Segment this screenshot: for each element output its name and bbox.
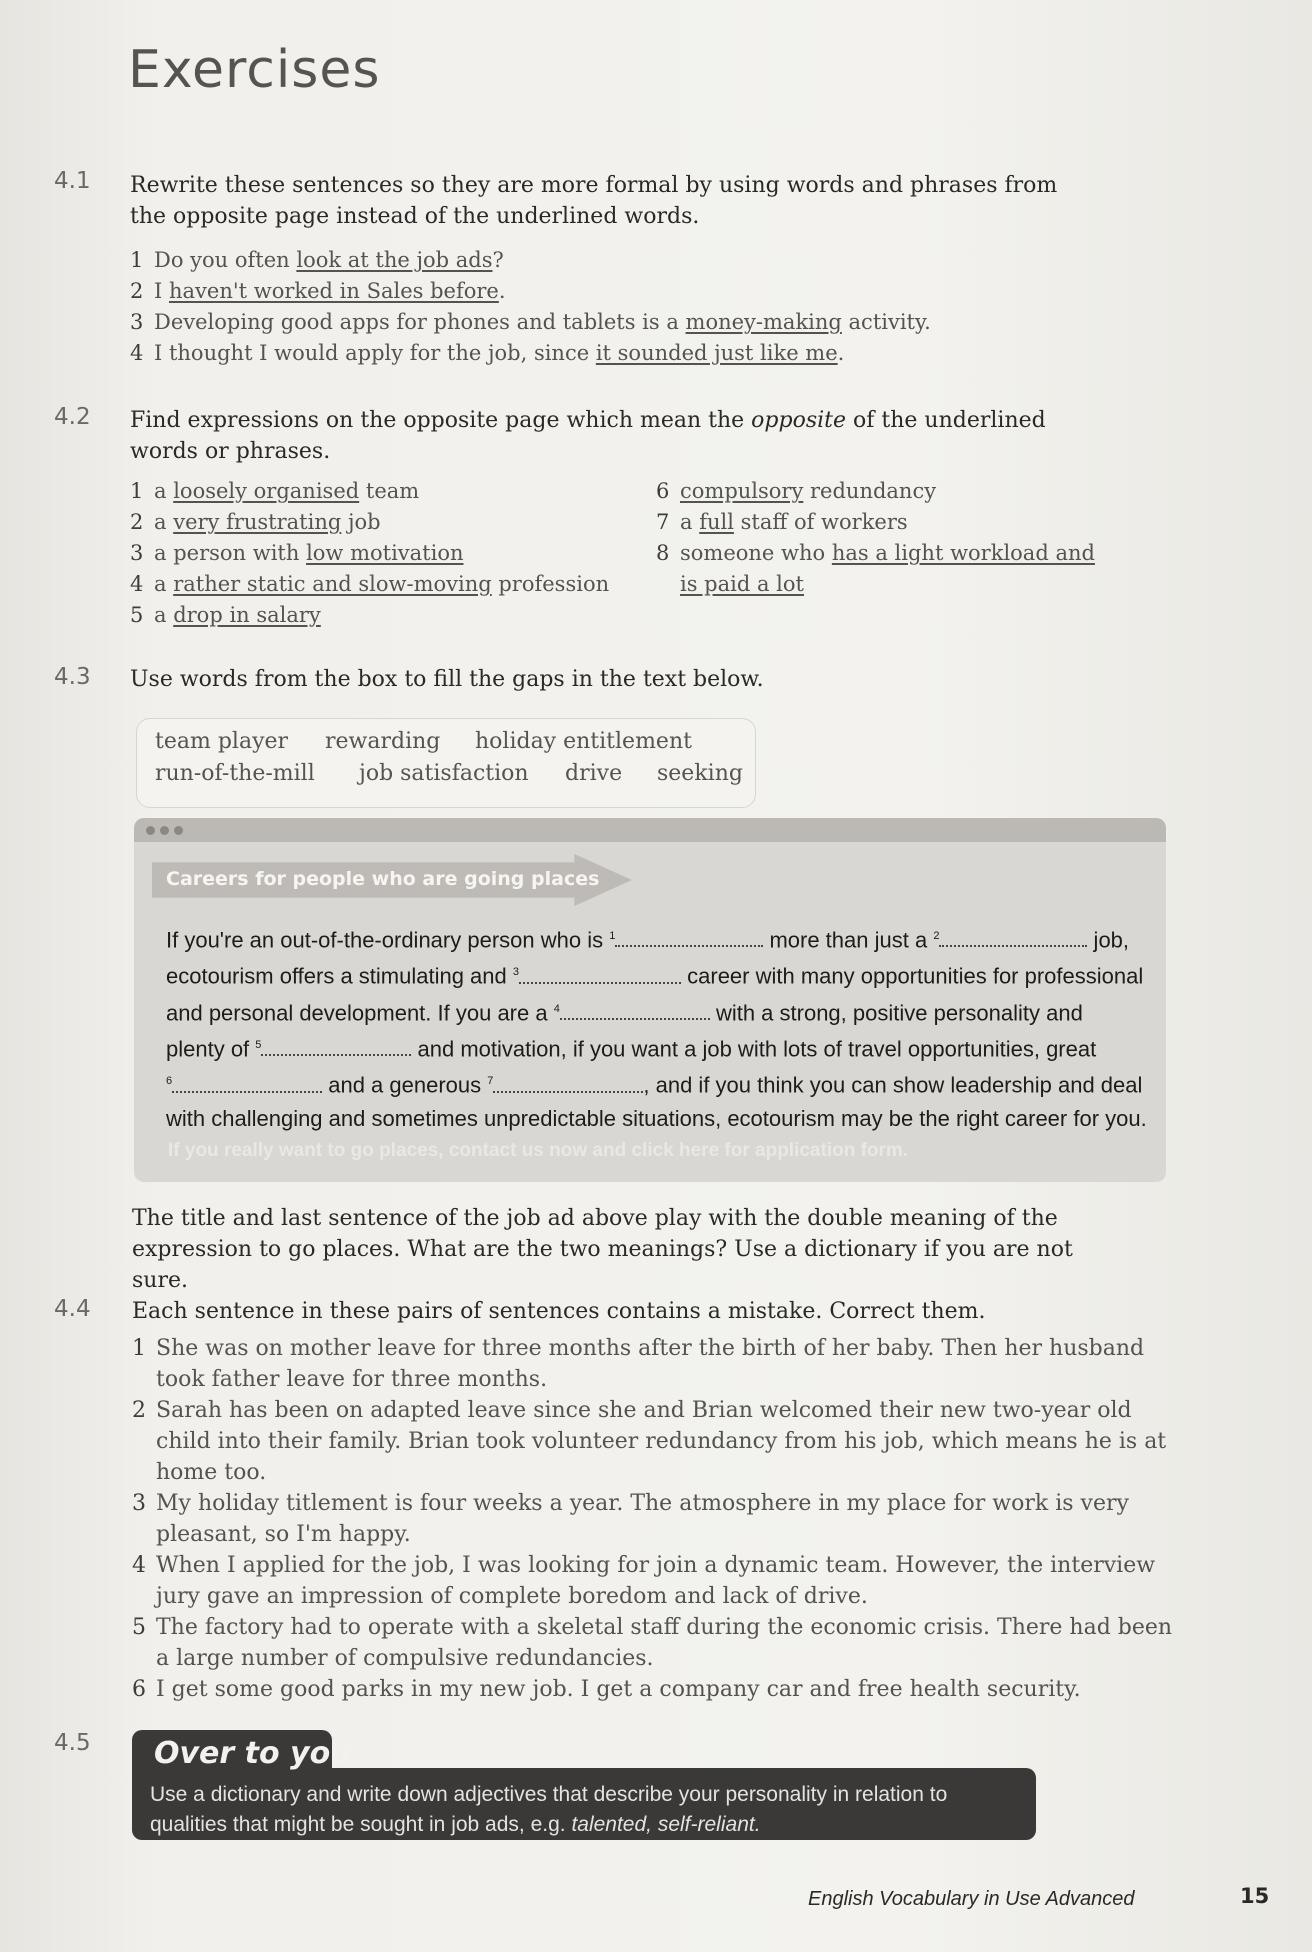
gap-3[interactable] <box>519 962 681 984</box>
list-item: 1 Do you often look at the job ads? <box>130 248 504 272</box>
browser-title-bar <box>134 818 1166 842</box>
word-box-item: job satisfaction <box>359 761 529 786</box>
exercise-4-2-list-left <box>130 476 609 631</box>
page-title: Exercises <box>128 40 381 100</box>
list-item: 4 I thought I would apply for the job, since it sounded just like me. <box>130 341 845 365</box>
gap-5[interactable] <box>261 1034 411 1056</box>
list-item: 1 a loosely organised team <box>130 479 420 503</box>
exercise-4-4-list <box>132 1333 1192 1705</box>
exercise-4-1-instruction: Rewrite these sentences so they are more formal by using words and phrases from the opposite page instead of the underlined words. <box>130 173 1058 229</box>
exercise-4-2-instruction: Find expressions on the opposite page which mean the opposite of the underlined words or phrases. <box>130 408 1046 464</box>
list-item: 6 compulsory redundancy <box>656 479 937 503</box>
gap-1[interactable] <box>615 925 763 947</box>
exercise-4-3-instruction: Use words from the box to fill the gaps in the text below. <box>130 667 764 692</box>
word-box-item: run-of-the-mill <box>155 761 315 786</box>
exercise-number-4-5: 4.5 <box>54 1730 91 1756</box>
exercise-4-1-list <box>130 245 931 369</box>
book-title-footer: English Vocabulary in Use Advanced <box>808 1888 1135 1910</box>
list-item: 4 a rather static and slow-moving profession <box>130 572 610 596</box>
page-number: 15 <box>1240 1884 1270 1908</box>
list-item: 5 a drop in salary <box>130 603 321 627</box>
gap-7[interactable] <box>493 1071 643 1093</box>
exercise-number-4-3: 4.3 <box>54 664 91 690</box>
exercise-4-4-instruction: Each sentence in these pairs of sentences contains a mistake. Correct them. <box>132 1299 986 1324</box>
over-to-you-title: Over to you <box>154 1736 352 1771</box>
window-minimize-icon <box>160 826 169 835</box>
word-box-item: team player <box>155 729 289 754</box>
exercise-number-4-1: 4.1 <box>54 168 91 194</box>
over-to-you-text: Use a dictionary and write down adjectives that describe your personality in relation to qualities that might be sought in job ads, e.g. talented, self-reliant. <box>150 1783 948 1836</box>
word-box-item: drive <box>565 761 623 786</box>
gap-2[interactable] <box>939 925 1087 947</box>
list-item: 2 a very frustrating job <box>130 510 381 534</box>
word-box <box>136 718 756 808</box>
word-box-item: holiday entitlement <box>475 729 692 754</box>
exercise-number-4-2: 4.2 <box>54 404 91 430</box>
gap-4[interactable] <box>560 998 710 1020</box>
list-item: 8 someone who has a light workload and <box>656 541 1095 565</box>
list-item: 2 I haven't worked in Sales before. <box>130 279 506 303</box>
list-item: 1 She was on mother leave for three months after the birth of her baby. Then her husband took father leave for three months. <box>132 1336 1145 1392</box>
exercise-4-3-question: The title and last sentence of the job ad above play with the double meaning of the expression to go places. What are the two meanings? Use a dictionary if you are not sure. <box>132 1206 1073 1293</box>
list-item: 7 a full staff of workers <box>656 510 908 534</box>
list-item: 6 I get some good parks in my new job. I get a company car and free health security. <box>132 1677 1081 1702</box>
window-maximize-icon <box>174 826 183 835</box>
exercise-number-4-4: 4.4 <box>54 1296 91 1322</box>
word-box-item: seeking <box>657 761 743 786</box>
gap-6[interactable] <box>172 1071 322 1093</box>
ad-title: Careers for people who are going places <box>166 868 600 890</box>
exercise-4-2-list-right <box>656 476 1095 600</box>
list-item: is paid a lot <box>680 572 804 596</box>
over-to-you-box <box>132 1730 1036 1842</box>
ad-faded-line: If you really want to go places, contact us now and click here for application form. <box>168 1140 909 1161</box>
list-item: 5 The factory had to operate with a skeletal staff during the economic crisis. There had been a large number of compulsive redundancies. <box>132 1615 1173 1671</box>
job-ad-text: If you're an out-of-the-ordinary person who is $^1$ more than just a $^2$ job, ecotourism offers a stimulating and $^3$ career with many opportunities for professional and personal development. If you are a $^4$ with a strong, positive personality and plenty of $^5$ and motivation, if you want a job with lots of travel opportunities, great $^6$ and a generous $^7$ , and if you think you can show leadership and deal with challenging and sometimes unpredictable situations, ecotourism may be the right career for you. <box>166 927 1147 1131</box>
list-item: 3 My holiday titlement is four weeks a year. The atmosphere in my place for work is very pleasant, so I'm happy. <box>132 1491 1129 1547</box>
list-item: 3 Developing good apps for phones and tablets is a money-making activity. <box>130 310 931 334</box>
list-item: 3 a person with low motivation <box>130 541 464 565</box>
word-box-item: rewarding <box>325 729 441 754</box>
window-close-icon <box>146 826 155 835</box>
list-item: 4 When I applied for the job, I was looking for join a dynamic team. However, the interview jury gave an impression of complete boredom and lack of drive. <box>132 1553 1156 1609</box>
list-item: 2 Sarah has been on adapted leave since she and Brian welcomed their new two-year old child into their family. Brian took volunteer redundancy from his job, which means he is at home too. <box>132 1398 1167 1485</box>
